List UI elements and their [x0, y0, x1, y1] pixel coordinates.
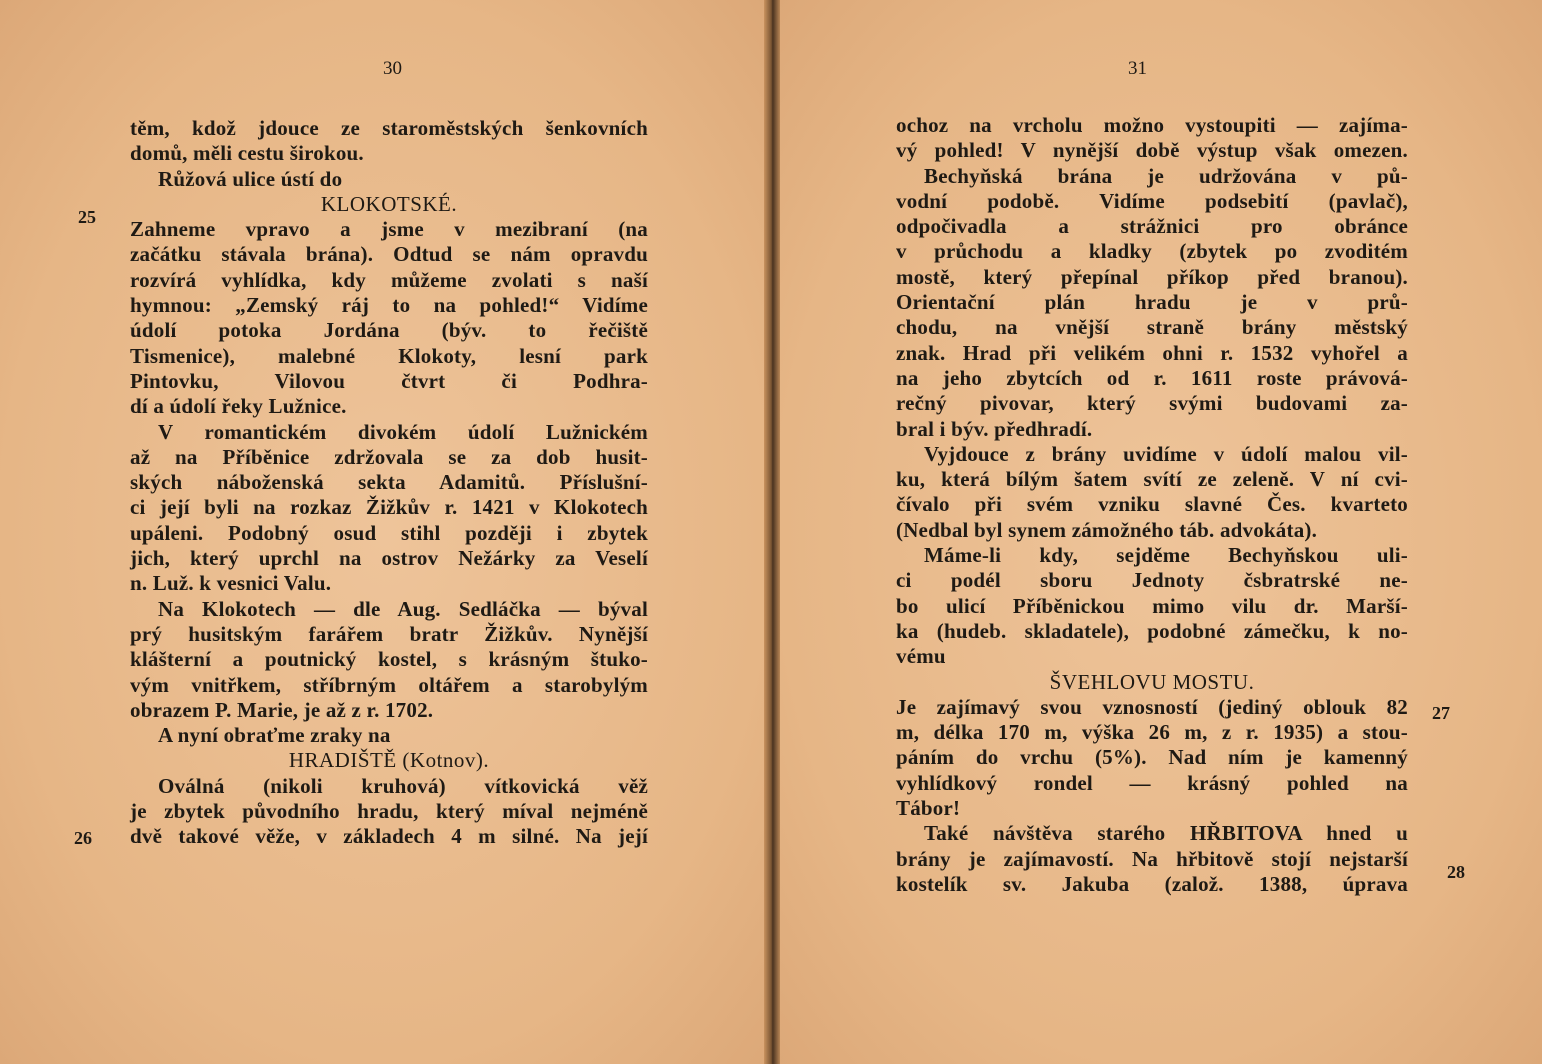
text-line: Na Klokotech — dle Aug. Sedláčka — býval	[158, 596, 648, 621]
margin-number: 28	[1447, 862, 1465, 882]
text-line: Růžová ulice ústí do	[158, 166, 343, 191]
text-line: ku, která bílým šatem svítí ze zeleně. V ní cvi-	[896, 467, 1408, 492]
left-page-text	[130, 116, 648, 850]
text-line: dvě takové věže, v základech 4 m silné. Na její	[130, 824, 648, 849]
text-line: těm, kdož jdouce ze staroměstských šenkovních	[130, 116, 648, 140]
text-line: n. Luž. k vesnici Valu.	[130, 571, 332, 596]
right-page-text	[896, 113, 1408, 897]
text-line: vodní podobě. Vidíme podsebití (pavlač),	[896, 188, 1408, 213]
text-line: Tismenice), malebné Klokoty, lesní park	[130, 343, 648, 368]
text-line: ci její byli na rozkaz Žižkův r. 1421 v Klokotech	[130, 495, 648, 520]
text-line: klášterní a poutnický kostel, s krásným štuko-	[130, 647, 648, 672]
text-line: mostě, který přepínal příkop před branou).	[896, 264, 1408, 289]
text-line: obrazem P. Marie, je až z r. 1702.	[130, 697, 434, 722]
text-line: ci podél sboru Jednoty čsbratrské ne-	[896, 568, 1408, 593]
text-line: m, délka 170 m, výška 26 m, z r. 1935) a stou-	[896, 720, 1408, 745]
text-line: čívalo při svém vzniku slavné Čes. kvarteto	[896, 492, 1408, 517]
text-line: ochoz na vrcholu možno vystoupiti — zajíma-	[896, 113, 1408, 137]
text-line: jich, který uprchl na ostrov Nežárky za Veselí	[130, 546, 648, 571]
section-heading: KLOKOTSKÉ.	[320, 191, 458, 216]
margin-number: 27	[1432, 703, 1450, 723]
left-page	[0, 0, 770, 1064]
text-line: Pintovku, Vilovou čtvrt či Podhra-	[130, 368, 648, 393]
text-line: ka (hudeb. skladatele), podobné zámečku, k no-	[896, 618, 1408, 643]
text-line: V romantickém divokém údolí Lužnickém	[158, 419, 648, 444]
text-line: chodu, na vnější straně brány městský	[896, 315, 1408, 340]
text-line: znak. Hrad při velikém ohni r. 1532 vyhořel a	[896, 340, 1408, 365]
text-line: v průchodu a kladky (zbytek po zvoditém	[896, 239, 1408, 264]
right-page	[776, 0, 1542, 1064]
text-line: Vyjdouce z brány uvidíme v údolí malou vil-	[924, 441, 1408, 466]
section-heading: HRADIŠTĚ (Kotnov).	[288, 748, 490, 773]
text-line: Oválná (nikoli kruhová) vítkovická věž	[158, 773, 648, 798]
text-line: bral i býv. předhradí.	[896, 416, 1093, 441]
text-line: kostelík sv. Jakuba (založ. 1388, úprava	[896, 871, 1408, 896]
text-line: až na Příběnice zdržovala se za dob husit-	[130, 444, 648, 469]
text-line: brány je zajímavostí. Na hřbitově stojí nejstarší	[896, 846, 1408, 871]
text-line: Máme-li kdy, sejděme Bechyňskou uli-	[924, 543, 1408, 568]
text-line: dí a údolí řeky Lužnice.	[130, 394, 347, 419]
text-line: vým vnitřkem, stříbrným oltářem a starobylým	[130, 672, 648, 697]
text-line: na jeho zbytcích od r. 1611 roste právová-	[896, 365, 1408, 390]
text-line: vý pohled! V nynější době výstup však omezen.	[896, 138, 1408, 163]
text-line: rečný pivovar, který svými budovami za-	[896, 391, 1408, 416]
text-line: domů, měli cestu širokou.	[130, 141, 364, 166]
book-gutter	[764, 0, 780, 1064]
text-line: údolí potoka Jordána (býv. to řečiště	[130, 318, 648, 343]
text-line: prý husitským farářem bratr Žižkův. Nynější	[130, 621, 648, 646]
page-number: 30	[383, 58, 402, 79]
text-line: vyhlídkový rondel — krásný pohled na	[896, 770, 1408, 795]
text-line: upáleni. Podobný osud stihl později i zbytek	[130, 520, 648, 545]
text-line: A nyní obraťme zraky na	[158, 723, 391, 748]
text-line: odpočivadla a strážnici pro obránce	[896, 214, 1408, 239]
text-line: rozvírá vyhlídka, kdy můžeme zvolati s naší	[130, 267, 648, 292]
text-line: začátku stávala brána). Odtud se nám opravdu	[130, 242, 648, 267]
text-line: vému	[896, 644, 946, 669]
text-line: Orientační plán hradu je v prů-	[896, 290, 1408, 315]
text-line: páním do vrchu (5%). Nad ním je kamenný	[896, 745, 1408, 770]
text-line: bo ulicí Příběnickou mimo vilu dr. Marší-	[896, 593, 1408, 618]
text-line: Také návštěva starého HŘBITOVA hned u	[924, 821, 1408, 846]
page-number: 31	[1128, 58, 1147, 79]
text-line: hymnou: „Zemský ráj to na pohled!“ Vidíme	[130, 293, 648, 318]
text-line: Tábor!	[896, 796, 961, 821]
text-line: Bechyňská brána je udržována v pů-	[924, 163, 1408, 188]
text-line: Zahneme vpravo a jsme v mezibraní (na	[130, 217, 648, 242]
section-heading: ŠVEHLOVU MOSTU.	[1049, 669, 1255, 694]
margin-number: 26	[74, 828, 92, 848]
text-line: (Nedbal byl synem zámožného táb. advokáta).	[896, 517, 1318, 542]
margin-number: 25	[78, 207, 96, 227]
text-line: je zbytek původního hradu, který míval nejméně	[130, 799, 648, 824]
text-line: Je zajímavý svou vznosností (jediný oblouk 82	[896, 694, 1408, 719]
text-line: ských náboženská sekta Adamitů. Příslušní-	[130, 470, 648, 495]
